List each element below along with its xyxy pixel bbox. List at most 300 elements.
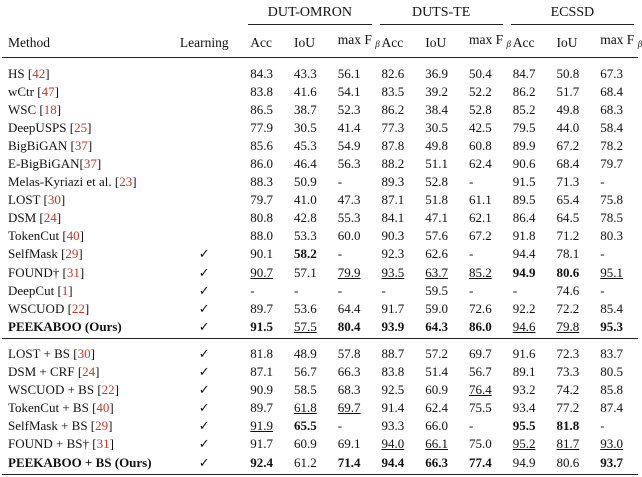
metric-value: 56.1 bbox=[337, 65, 361, 81]
metric-value: 94.6 bbox=[507, 317, 551, 339]
citation-link[interactable]: 29 bbox=[65, 246, 79, 262]
metric-value: 91.4 bbox=[381, 400, 405, 416]
metric-value: 68.4 bbox=[600, 83, 623, 99]
metric-value: 93.5 bbox=[381, 264, 405, 280]
metric-value: 72.6 bbox=[468, 300, 492, 316]
metric-value: 80.6 bbox=[556, 264, 580, 280]
metric-value: 68.3 bbox=[337, 382, 361, 398]
dataset-header-ecssd: ECSSD bbox=[507, 2, 638, 27]
learning-checkmark bbox=[172, 209, 244, 227]
method-label: FOUND† [ bbox=[8, 264, 67, 280]
method-name bbox=[2, 245, 172, 263]
metric-value: 38.4 bbox=[425, 101, 448, 117]
method-label: DeepUSPS [ bbox=[8, 119, 75, 135]
citation-bracket: ] bbox=[108, 418, 113, 434]
metric-value: 41.0 bbox=[294, 192, 317, 208]
metric-value: 79.7 bbox=[250, 192, 274, 208]
metric-value: 53.6 bbox=[294, 300, 317, 316]
method-label: WSC [ bbox=[8, 101, 44, 117]
learning-checkmark: ✓ bbox=[198, 264, 210, 280]
metric-header: Acc bbox=[244, 27, 288, 58]
metric-value: 86.5 bbox=[250, 101, 274, 117]
citation-bracket: ] bbox=[45, 65, 50, 81]
table-row bbox=[2, 281, 638, 299]
metric-value: 58.5 bbox=[294, 382, 317, 398]
metric-value: 47.3 bbox=[337, 192, 361, 208]
learning-checkmark: ✓ bbox=[198, 436, 210, 452]
metric-value: 79.5 bbox=[512, 119, 536, 135]
metric-value: 41.6 bbox=[294, 83, 317, 99]
method-label: LOST [ bbox=[8, 192, 48, 208]
metric-value: 94.9 bbox=[507, 453, 551, 475]
metric-value: 84.7 bbox=[512, 65, 536, 81]
metric-value: 77.2 bbox=[556, 400, 580, 416]
metric-value: 72.3 bbox=[556, 345, 580, 361]
citation-bracket: ] bbox=[79, 264, 85, 280]
metric-value: 83.8 bbox=[250, 83, 274, 99]
metric-header: IoU bbox=[550, 27, 594, 58]
table-row bbox=[2, 58, 638, 83]
citation-link[interactable]: 47 bbox=[41, 83, 55, 99]
metric-value: 74.2 bbox=[556, 382, 580, 398]
metric-value: - bbox=[337, 174, 343, 190]
method-name bbox=[2, 299, 172, 317]
citation-bracket: ] bbox=[114, 382, 119, 398]
method-label: PEEKABOO + BS (Ours) bbox=[8, 454, 152, 470]
dataset-header-dut-omron: DUT-OMRON bbox=[244, 2, 375, 27]
metric-value: 48.9 bbox=[294, 345, 317, 361]
metric-value: 52.3 bbox=[337, 101, 361, 117]
citation-link[interactable]: 22 bbox=[101, 382, 115, 398]
metric-value: 92.3 bbox=[381, 246, 405, 262]
table-row bbox=[2, 339, 638, 363]
method-label: HS [ bbox=[8, 65, 33, 81]
metric-value: 46.4 bbox=[294, 156, 317, 172]
method-label: wCtr [ bbox=[8, 83, 42, 99]
metric-value: 94.4 bbox=[512, 246, 536, 262]
metric-value: 50.4 bbox=[468, 65, 492, 81]
metric-value: 78.5 bbox=[600, 210, 623, 226]
method-label: WSCUOD + BS [ bbox=[8, 382, 102, 398]
metric-value: 61.2 bbox=[288, 453, 332, 475]
method-name bbox=[2, 227, 172, 245]
metric-value: 64.4 bbox=[337, 300, 361, 316]
citation-link[interactable]: 37 bbox=[74, 137, 88, 153]
metric-header-row bbox=[2, 27, 638, 58]
metric-value: 42.5 bbox=[468, 119, 492, 135]
metric-value: 54.9 bbox=[337, 137, 361, 153]
citation-link[interactable]: 29 bbox=[95, 418, 109, 434]
learning-checkmark: ✓ bbox=[172, 317, 244, 339]
metric-value: 89.9 bbox=[512, 137, 536, 153]
metric-value: 89.1 bbox=[512, 364, 536, 380]
learning-column-header: Learning bbox=[172, 27, 244, 58]
method-label: TokenCut + BS [ bbox=[8, 400, 97, 416]
metric-value: 39.2 bbox=[425, 83, 448, 99]
metric-value: 60.0 bbox=[337, 228, 361, 244]
metric-value: 64.5 bbox=[556, 210, 580, 226]
method-name bbox=[2, 118, 172, 136]
metric-header: max F $_\beta$ bbox=[332, 27, 376, 58]
metric-value: 83.5 bbox=[381, 83, 405, 99]
citation-bracket: ] bbox=[109, 436, 114, 452]
learning-checkmark bbox=[172, 100, 244, 118]
metric-header: max F $_\beta$ bbox=[594, 27, 638, 58]
citation-bracket: ] bbox=[56, 101, 62, 117]
metric-value: 52.8 bbox=[425, 174, 448, 190]
metric-value: 68.3 bbox=[600, 101, 623, 117]
metric-value: 54.1 bbox=[337, 83, 361, 99]
metric-value: 90.6 bbox=[512, 156, 536, 172]
metric-value: - bbox=[294, 282, 299, 298]
metric-value: 45.3 bbox=[294, 137, 317, 153]
citation-bracket: ] bbox=[68, 282, 73, 298]
method-name bbox=[2, 339, 172, 363]
metric-value: - bbox=[337, 282, 343, 298]
method-label: PEEKABOO (Ours) bbox=[8, 318, 122, 334]
metric-value: 56.7 bbox=[294, 364, 317, 380]
metric-value: 88.2 bbox=[381, 156, 405, 172]
metric-value: 89.3 bbox=[381, 174, 405, 190]
metric-value: - bbox=[468, 418, 474, 434]
metric-value: 57.8 bbox=[337, 345, 361, 361]
table-row bbox=[2, 435, 638, 453]
metric-value: 79.8 bbox=[550, 317, 594, 339]
method-name bbox=[2, 399, 172, 417]
method-label: DSM + CRF [ bbox=[8, 364, 83, 380]
table-row bbox=[2, 453, 638, 475]
metric-value: 80.6 bbox=[550, 453, 594, 475]
table-row bbox=[2, 173, 638, 191]
metric-value: 86.0 bbox=[250, 156, 274, 172]
metric-value: 42.8 bbox=[294, 210, 317, 226]
metric-value: - bbox=[250, 282, 255, 298]
citation-link[interactable]: 40 bbox=[66, 228, 80, 244]
metric-value: 89.7 bbox=[250, 300, 274, 316]
metric-value: - bbox=[600, 174, 605, 190]
learning-checkmark: ✓ bbox=[198, 382, 210, 398]
citation-link[interactable]: 18 bbox=[43, 101, 57, 117]
citation-bracket: ] bbox=[90, 345, 95, 361]
metric-value: 93.3 bbox=[381, 418, 405, 434]
metric-value: 66.3 bbox=[337, 364, 361, 380]
method-label: DSM [ bbox=[8, 210, 44, 226]
citation-link[interactable]: 42 bbox=[32, 65, 46, 81]
metric-value: 51.4 bbox=[425, 364, 448, 380]
metric-value: 77.4 bbox=[463, 453, 507, 475]
method-label: BigBiGAN [ bbox=[8, 137, 75, 153]
learning-checkmark bbox=[172, 191, 244, 209]
metric-value: 95.2 bbox=[512, 436, 536, 452]
metric-value: 56.7 bbox=[468, 364, 492, 380]
learning-checkmark bbox=[172, 58, 244, 83]
learning-checkmark bbox=[172, 82, 244, 100]
metric-value: 56.3 bbox=[337, 156, 361, 172]
table-row bbox=[2, 399, 638, 417]
method-label: E-BigBiGAN[ bbox=[8, 156, 84, 172]
metric-value: 59.0 bbox=[425, 300, 448, 316]
metric-value: 62.6 bbox=[425, 246, 448, 262]
metric-value: - bbox=[468, 282, 474, 298]
metric-value: - bbox=[468, 246, 474, 262]
metric-value: 92.5 bbox=[381, 382, 405, 398]
metric-header: max F $_\beta$ bbox=[463, 27, 507, 58]
table-row bbox=[2, 299, 638, 317]
metric-value: 92.2 bbox=[512, 300, 536, 316]
citation-link[interactable]: 40 bbox=[96, 400, 110, 416]
table-row bbox=[2, 227, 638, 245]
dataset-header-row bbox=[2, 2, 638, 27]
metric-value: 30.5 bbox=[294, 119, 317, 135]
metric-value: 90.9 bbox=[250, 382, 274, 398]
method-label: WSCUOD [ bbox=[8, 300, 72, 316]
metric-value: 71.2 bbox=[556, 228, 580, 244]
citation-link[interactable]: 23 bbox=[119, 174, 133, 190]
metric-value: 58.4 bbox=[600, 119, 623, 135]
metric-value: 30.5 bbox=[425, 119, 448, 135]
metric-value: 75.8 bbox=[600, 192, 623, 208]
metric-value: 63.7 bbox=[425, 264, 448, 280]
table-row bbox=[2, 82, 638, 100]
metric-value: 65.4 bbox=[556, 192, 580, 208]
citation-bracket: ] bbox=[87, 137, 93, 153]
metric-value: 93.7 bbox=[594, 453, 638, 475]
metric-value: 60.8 bbox=[468, 137, 492, 153]
citation-link[interactable]: 37 bbox=[83, 156, 97, 172]
metric-value: 84.3 bbox=[250, 65, 274, 81]
method-name bbox=[2, 317, 172, 339]
metric-value: 62.4 bbox=[468, 156, 492, 172]
metric-value: 86.0 bbox=[463, 317, 507, 339]
method-name bbox=[2, 263, 172, 281]
metric-value: 71.4 bbox=[332, 453, 376, 475]
method-name bbox=[2, 82, 172, 100]
metric-value: 47.1 bbox=[425, 210, 448, 226]
table-row bbox=[2, 191, 638, 209]
metric-value: - bbox=[600, 282, 605, 298]
metric-value: 85.6 bbox=[250, 137, 274, 153]
metric-value: 90.1 bbox=[250, 246, 274, 262]
metric-value: 81.8 bbox=[556, 418, 580, 434]
metric-value: 91.7 bbox=[250, 436, 274, 452]
metric-value: 66.3 bbox=[419, 453, 463, 475]
metric-value: 57.1 bbox=[294, 264, 317, 280]
metric-value: 85.8 bbox=[600, 382, 623, 398]
metric-value: 80.3 bbox=[600, 228, 623, 244]
metric-value: 77.3 bbox=[381, 119, 405, 135]
table-row bbox=[2, 381, 638, 399]
citation-bracket: ] bbox=[109, 400, 114, 416]
citation-bracket: ] bbox=[87, 119, 92, 135]
metric-header: Acc bbox=[507, 27, 551, 58]
learning-checkmark bbox=[172, 118, 244, 136]
learning-checkmark: ✓ bbox=[172, 453, 244, 475]
metric-value: 95.5 bbox=[512, 418, 536, 434]
learning-checkmark: ✓ bbox=[198, 418, 210, 434]
metric-value: 91.6 bbox=[512, 345, 536, 361]
metric-value: 83.8 bbox=[381, 364, 405, 380]
table-row bbox=[2, 363, 638, 381]
metric-value: 61.1 bbox=[468, 192, 492, 208]
metric-value: - bbox=[337, 246, 343, 262]
learning-checkmark: ✓ bbox=[198, 246, 210, 262]
metric-value: 79.9 bbox=[337, 264, 361, 280]
citation-bracket: ] bbox=[78, 246, 83, 262]
method-label: SelfMask + BS [ bbox=[8, 418, 96, 434]
method-name bbox=[2, 417, 172, 435]
metric-value: 75.5 bbox=[468, 400, 492, 416]
citation-link[interactable]: 1 bbox=[61, 282, 69, 298]
citation-link[interactable]: 30 bbox=[77, 345, 91, 361]
metric-value: 57.2 bbox=[425, 345, 448, 361]
table-row bbox=[2, 154, 638, 172]
metric-value: 64.3 bbox=[419, 317, 463, 339]
metric-value: 90.3 bbox=[381, 228, 405, 244]
metric-value: 62.1 bbox=[468, 210, 492, 226]
metric-value: 91.8 bbox=[512, 228, 536, 244]
metric-value: 59.5 bbox=[425, 282, 448, 298]
metric-value: 91.5 bbox=[512, 174, 536, 190]
table-row bbox=[2, 317, 638, 339]
results-table bbox=[2, 2, 642, 475]
method-label: TokenCut [ bbox=[8, 228, 67, 244]
metric-value: 86.2 bbox=[381, 101, 405, 117]
table-row bbox=[2, 245, 638, 263]
metric-value: 60.9 bbox=[294, 436, 317, 452]
metric-value: 87.1 bbox=[381, 192, 405, 208]
metric-value: 65.5 bbox=[294, 418, 317, 434]
method-label: Melas-Kyriazi et al. [ bbox=[8, 174, 120, 190]
citation-link[interactable]: 22 bbox=[71, 300, 85, 316]
metric-value: 52.2 bbox=[468, 83, 492, 99]
metric-value: 51.7 bbox=[556, 83, 580, 99]
method-name bbox=[2, 453, 172, 475]
metric-value: 88.7 bbox=[381, 345, 405, 361]
metric-value: 67.2 bbox=[556, 137, 580, 153]
metric-value: 50.8 bbox=[556, 65, 580, 81]
metric-value: - bbox=[600, 246, 605, 262]
results-section-refined bbox=[2, 339, 638, 475]
method-name bbox=[2, 173, 172, 191]
metric-value: 87.1 bbox=[250, 364, 274, 380]
metric-value: 51.8 bbox=[425, 192, 448, 208]
method-name bbox=[2, 191, 172, 209]
metric-value: 66.0 bbox=[425, 418, 448, 434]
citation-bracket: ] bbox=[54, 83, 59, 99]
metric-value: 77.9 bbox=[250, 119, 274, 135]
method-name bbox=[2, 100, 172, 118]
metric-value: 49.8 bbox=[425, 137, 448, 153]
metric-value: 86.2 bbox=[512, 83, 536, 99]
citation-bracket: ] bbox=[56, 210, 62, 226]
metric-value: 72.2 bbox=[556, 300, 580, 316]
metric-value: 68.4 bbox=[556, 156, 580, 172]
metric-value: 93.4 bbox=[512, 400, 536, 416]
metric-value: 90.7 bbox=[250, 264, 274, 280]
metric-value: 82.6 bbox=[381, 65, 405, 81]
metric-header: Acc bbox=[376, 27, 420, 58]
metric-value: 80.5 bbox=[600, 364, 623, 380]
metric-value: 75.0 bbox=[468, 436, 492, 452]
metric-value: 36.9 bbox=[425, 65, 448, 81]
metric-value: 57.6 bbox=[425, 228, 448, 244]
metric-value: 51.1 bbox=[425, 156, 448, 172]
metric-value: 69.7 bbox=[468, 345, 492, 361]
table-row bbox=[2, 263, 638, 281]
learning-checkmark: ✓ bbox=[198, 300, 210, 316]
citation-link[interactable]: 24 bbox=[43, 210, 57, 226]
metric-value: 94.9 bbox=[512, 264, 536, 280]
metric-value: 58.2 bbox=[294, 246, 317, 262]
citation-link[interactable]: 31 bbox=[96, 436, 110, 452]
learning-checkmark: ✓ bbox=[198, 345, 210, 361]
metric-value: 95.3 bbox=[594, 317, 638, 339]
citation-link[interactable]: 25 bbox=[74, 119, 88, 135]
learning-checkmark: ✓ bbox=[198, 400, 210, 416]
metric-value: 87.8 bbox=[381, 137, 405, 153]
metric-value: 95.1 bbox=[600, 264, 623, 280]
metric-value: - bbox=[600, 418, 605, 434]
method-name bbox=[2, 58, 172, 83]
method-name bbox=[2, 381, 172, 399]
method-column-header: Method bbox=[2, 27, 172, 58]
method-name bbox=[2, 209, 172, 227]
metric-value: 66.1 bbox=[425, 436, 448, 452]
citation-bracket: ] bbox=[79, 228, 85, 244]
results-section-baselines bbox=[2, 58, 638, 339]
metric-value: 67.2 bbox=[468, 228, 492, 244]
citation-bracket: ] bbox=[60, 192, 66, 208]
learning-checkmark bbox=[172, 227, 244, 245]
metric-value: - bbox=[468, 174, 474, 190]
citation-link[interactable]: 30 bbox=[47, 192, 61, 208]
metric-value: 43.3 bbox=[294, 65, 317, 81]
metric-value: 73.3 bbox=[556, 364, 580, 380]
learning-checkmark: ✓ bbox=[198, 364, 210, 380]
metric-value: 85.4 bbox=[600, 300, 623, 316]
metric-value: 38.7 bbox=[294, 101, 317, 117]
metric-value: 88.0 bbox=[250, 228, 274, 244]
citation-link[interactable]: 31 bbox=[66, 264, 80, 280]
metric-value: 79.7 bbox=[600, 156, 623, 172]
metric-value: 89.5 bbox=[512, 192, 536, 208]
metric-value: 69.7 bbox=[337, 400, 361, 416]
metric-value: 94.0 bbox=[381, 436, 405, 452]
learning-checkmark bbox=[172, 173, 244, 191]
metric-value: 81.8 bbox=[250, 345, 274, 361]
method-label: LOST + BS [ bbox=[8, 345, 78, 361]
learning-checkmark: ✓ bbox=[198, 282, 210, 298]
metric-value: 41.4 bbox=[337, 119, 361, 135]
table-row bbox=[2, 118, 638, 136]
learning-checkmark bbox=[172, 136, 244, 154]
metric-value: 74.6 bbox=[556, 282, 580, 298]
citation-link[interactable]: 24 bbox=[82, 364, 96, 380]
metric-value: 85.2 bbox=[512, 101, 536, 117]
metric-value: 71.3 bbox=[556, 174, 580, 190]
method-label: FOUND + BS† [ bbox=[8, 436, 97, 452]
citation-bracket: ] bbox=[95, 364, 100, 380]
metric-value: 87.4 bbox=[600, 400, 623, 416]
metric-value: 91.7 bbox=[381, 300, 405, 316]
method-name bbox=[2, 363, 172, 381]
citation-bracket: ] bbox=[84, 300, 90, 316]
metric-value: 57.5 bbox=[288, 317, 332, 339]
metric-value: 88.3 bbox=[250, 174, 274, 190]
metric-value: 92.4 bbox=[244, 453, 288, 475]
metric-value: - bbox=[512, 282, 518, 298]
method-label: SelfMask [ bbox=[8, 246, 66, 262]
